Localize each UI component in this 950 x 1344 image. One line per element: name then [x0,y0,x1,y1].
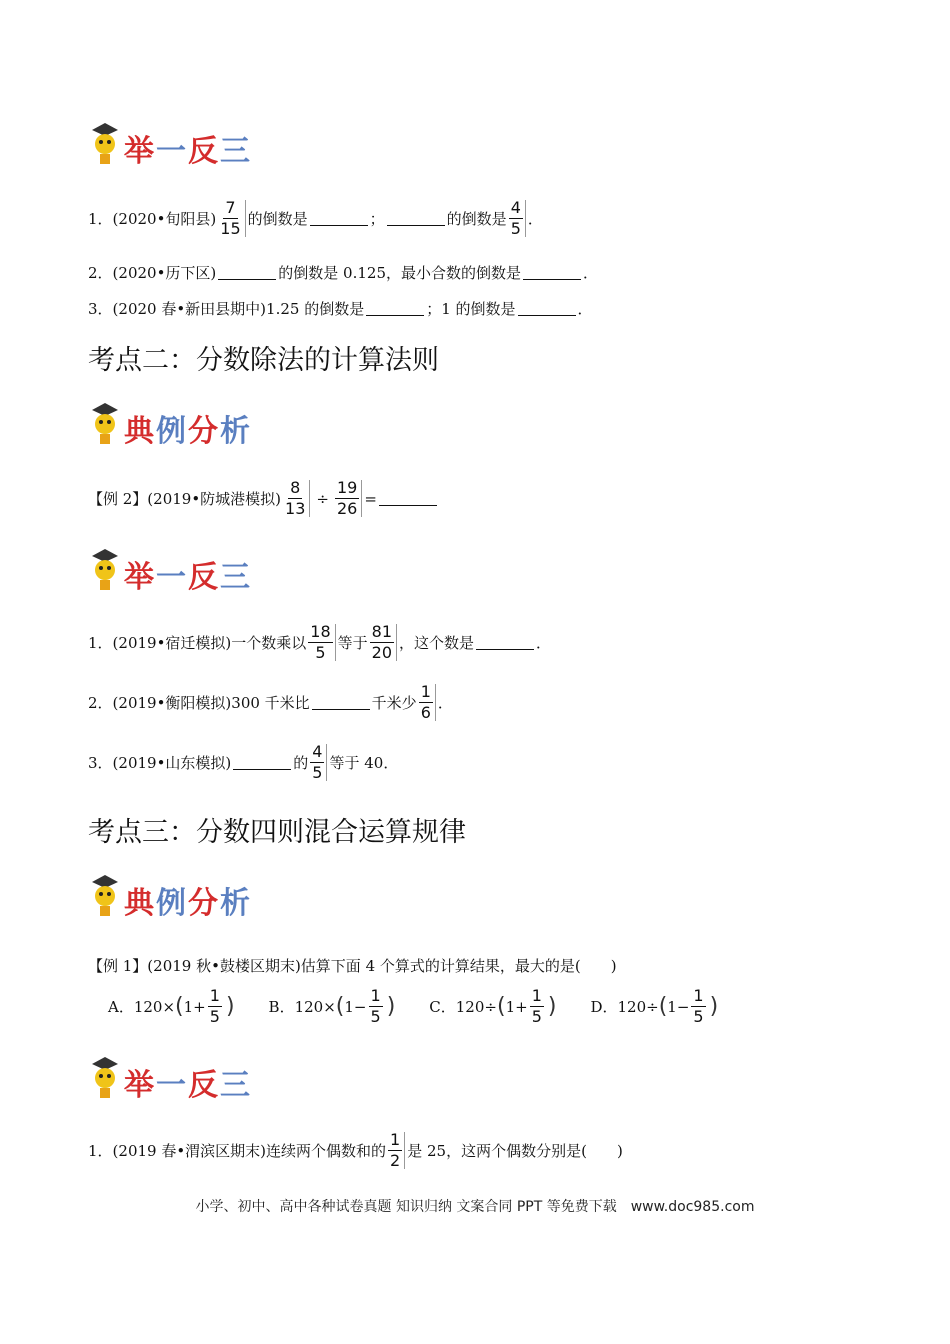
banner-jyfs-3 [88,1052,268,1104]
answer-blank[interactable] [518,301,576,316]
option-c[interactable]: C．120÷ ( 1+ $\frac{1}{5}$ ) [429,986,557,1026]
section-heading: 考点二：分数除法的计算法则 [88,345,439,376]
q1-line-1: 1．(2020•旬阳县) $\frac{7}{15}$ 的倒数是 ； 的倒数是 $\frac{4}{5}$ ． [88,198,543,238]
fraction: $\frac{19}{26}$ [335,480,362,517]
options-row [108,988,752,1025]
q1-line-2: 2．(2020•历下区) 的倒数是 0.125，最小合数的倒数是 ． [88,264,599,282]
q2-line-2: 2．(2019•衡阳模拟)300 千米比 千米少 $\frac{1}{6}$ ． [88,682,453,722]
q2-line-1: 1．(2019•宿迁模拟)一个数乘以 $\frac{18}{5}$ 等于 $\frac{81}{20}$ ，这个数是 ． [88,622,552,662]
banner-jyfs-2 [88,544,268,596]
banner-jyfs-1 [88,118,268,170]
fraction: $\frac{1}{6}$ [419,684,436,721]
fraction: $\frac{81}{20}$ [370,624,397,661]
answer-blank[interactable] [218,265,276,280]
banner-title: 举一反三 [124,560,252,595]
banner-title: 举一反三 [124,1068,252,1103]
fraction: $\frac{8}{13}$ [283,480,310,517]
fraction: $\frac{18}{5}$ [308,624,335,661]
answer-blank[interactable] [523,265,581,280]
section-heading: 考点三：分数四则混合运算规律 [88,817,466,848]
example-1: 【例 1】(2019 秋•鼓楼区期末)估算下面 4 个算式的计算结果，最大的是( ) [88,957,617,975]
option-d[interactable]: D．120÷ ( 1− $\frac{1}{5}$ ) [590,986,719,1026]
fraction: $\frac{4}{5}$ [310,744,327,781]
answer-blank[interactable] [233,755,291,770]
mascot-icon [88,120,122,166]
fraction: $\frac{7}{15}$ [218,200,245,237]
mascot-icon [88,400,122,446]
q2-line-3: 3．(2019•山东模拟) 的 $\frac{4}{5}$ 等于 40． [88,742,399,782]
answer-blank[interactable] [310,211,368,226]
mascot-icon [88,872,122,918]
banner-title: 典例分析 [124,414,252,449]
banner-title: 举一反三 [124,134,252,169]
option-b[interactable]: B．120× ( 1− $\frac{1}{5}$ ) [268,986,396,1026]
banner-title: 典例分析 [124,886,252,921]
q1-line-3: 3．(2020 春•新田县期中)1.25 的倒数是 ；1 的倒数是 ． [88,300,593,318]
answer-blank[interactable] [312,695,370,710]
mascot-icon [88,1054,122,1100]
mascot-icon [88,546,122,592]
answer-blank[interactable] [476,635,534,650]
fraction: $\frac{1}{2}$ [388,1132,405,1169]
banner-dlfx-1 [88,398,268,450]
option-a[interactable]: A．120× ( 1+ $\frac{1}{5}$ ) [108,986,235,1026]
q1-a-prefix: 1．(2020•旬阳县) [88,210,217,228]
answer-blank[interactable] [379,491,437,506]
fraction: $\frac{4}{5}$ [509,200,526,237]
q3-line-1: 1．(2019 春•渭滨区期末)连续两个偶数和的 $\frac{1}{2}$ 是 25，这两个偶数分别是( ) [88,1130,623,1170]
answer-blank[interactable] [387,211,445,226]
answer-blank[interactable] [366,301,424,316]
banner-dlfx-2 [88,870,268,922]
example-2: 【例 2】(2019•防城港模拟) $\frac{8}{13}$ ÷ $\frac{19}{26}$ = [88,480,439,517]
page-footer: 小学、初中、高中各种试卷真题 知识归纳 文案合同 PPT 等免费下载 www.doc985.com [195,1199,755,1215]
